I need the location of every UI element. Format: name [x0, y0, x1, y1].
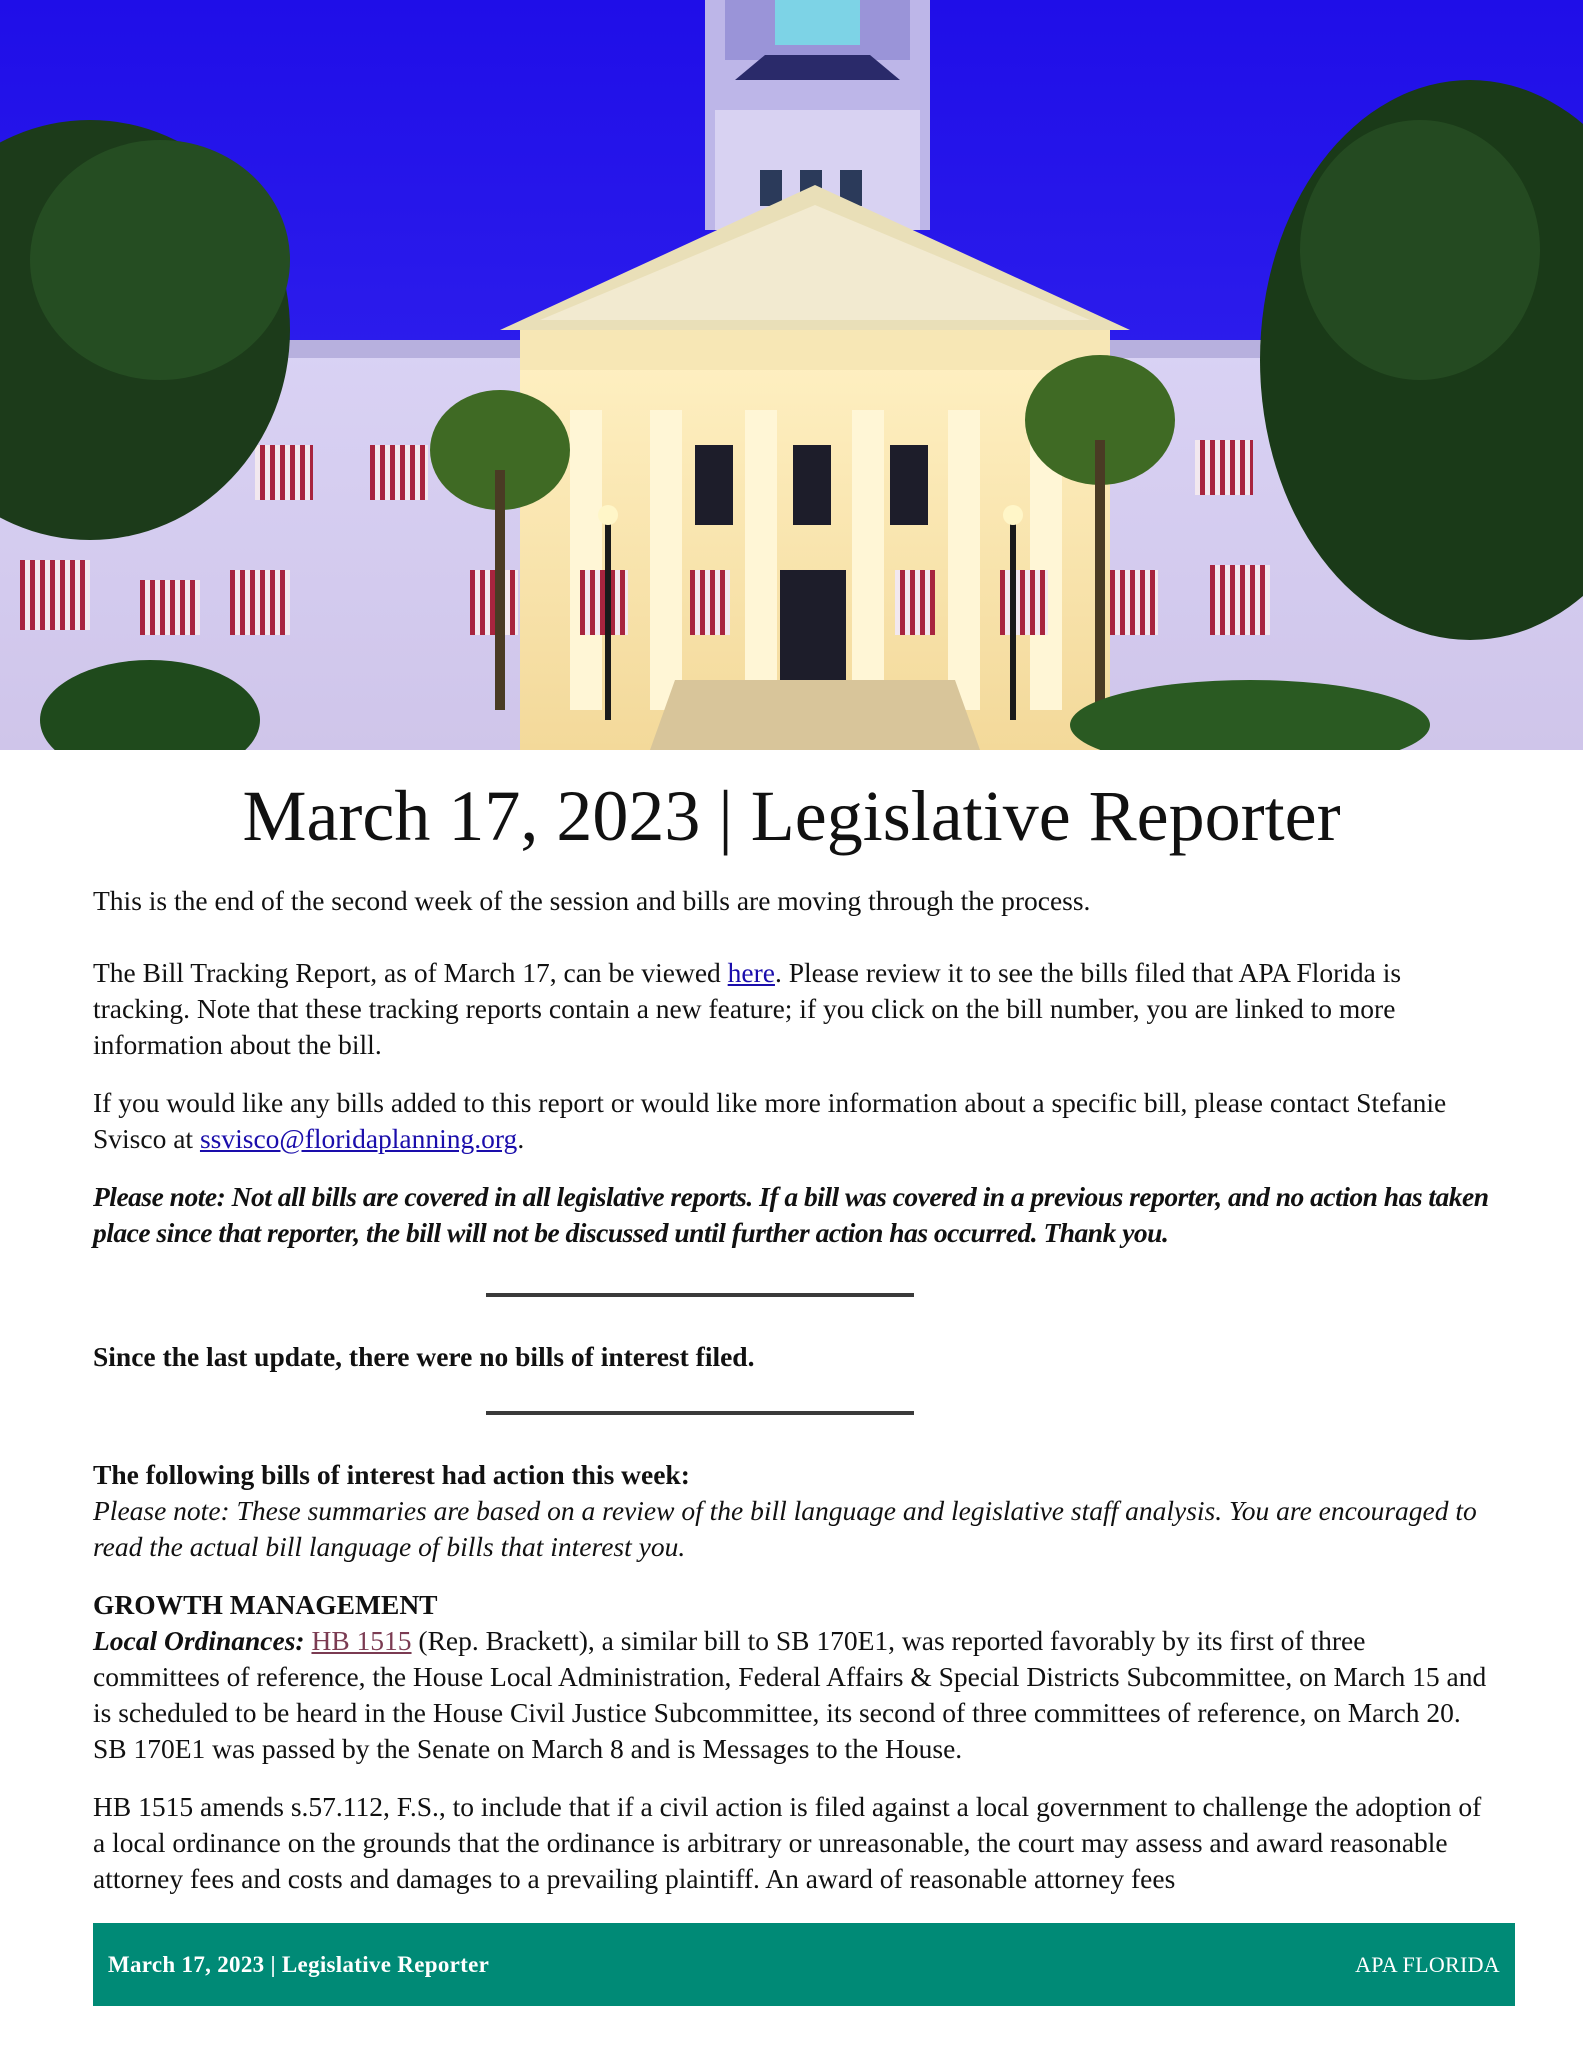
summary-note: Please note: These summaries are based on a review of the bill language and legislative staff analysis. You are encouraged to read the actual bill language of bills that interest you.	[93, 1495, 1477, 1562]
intro-paragraph: This is the end of the second week of the session and bills are moving through the process.	[93, 885, 1091, 916]
tracking-paragraph: The Bill Tracking Report, as of March 17, can be viewed here. Please review it to see the bills filed that APA Florida is tracking. Note that these tracking reports contain a new feature; if you click on the bill number, you are linked to more information about the bill.	[93, 957, 1402, 1060]
report-body	[93, 883, 1493, 1897]
bill-summary: Local Ordinances: HB 1515 (Rep. Brackett), a similar bill to SB 170E1, was reported favorably by its first of three committees of reference, the House Local Administration, Federal Affairs & Special Districts Subcommittee, on March 15 and is scheduled to be heard in the House Civil Justice Subcommittee, its second of three committees of reference, on March 20. SB 170E1 was passed by the Senate on March 8 and is Messages to the House.	[93, 1625, 1487, 1764]
bill-label: Local Ordinances:	[93, 1625, 305, 1656]
footer-title: March 17, 2023 | Legislative Reporter	[108, 1951, 490, 1977]
section-heading-growth-management: GROWTH MANAGEMENT	[93, 1589, 438, 1620]
bill-link-hb1515[interactable]: HB 1515	[311, 1625, 412, 1656]
header-photo-florida-capitol	[0, 0, 1583, 750]
section-divider	[486, 1293, 914, 1297]
coverage-note: Please note: Not all bills are covered in all legislative reports. If a bill was covered in a previous reporter, and no action has taken place since that reporter, the bill will not be discussed until further action has occurred. Thank you.	[93, 1181, 1489, 1248]
bills-action-heading: The following bills of interest had action this week:	[93, 1459, 690, 1490]
contact-email-link[interactable]: ssvisco@floridaplanning.org	[199, 1123, 518, 1154]
footer-organization: APA FLORIDA	[1355, 1951, 1500, 1977]
bill-detail: HB 1515 amends s.57.112, F.S., to include that if a civil action is filed against a local government to challenge the adoption of a local ordinance on the grounds that the ordinance is arbitrary or unreasonable, the court may assess and award reasonable attorney fees and costs and damages to a prevailing plaintiff. An award of reasonable attorney fees	[93, 1791, 1482, 1894]
tracking-report-link[interactable]: here	[727, 957, 775, 988]
page-footer	[93, 1923, 1515, 2006]
page-title: March 17, 2023 | Legislative Reporter	[242, 776, 1341, 856]
section-divider	[486, 1411, 914, 1415]
no-bills-statement: Since the last update, there were no bills of interest filed.	[93, 1341, 755, 1372]
contact-paragraph: If you would like any bills added to this report or would like more information about a specific bill, please contact Stefanie Svisco at ssvisco@floridaplanning.org.	[93, 1087, 1447, 1154]
